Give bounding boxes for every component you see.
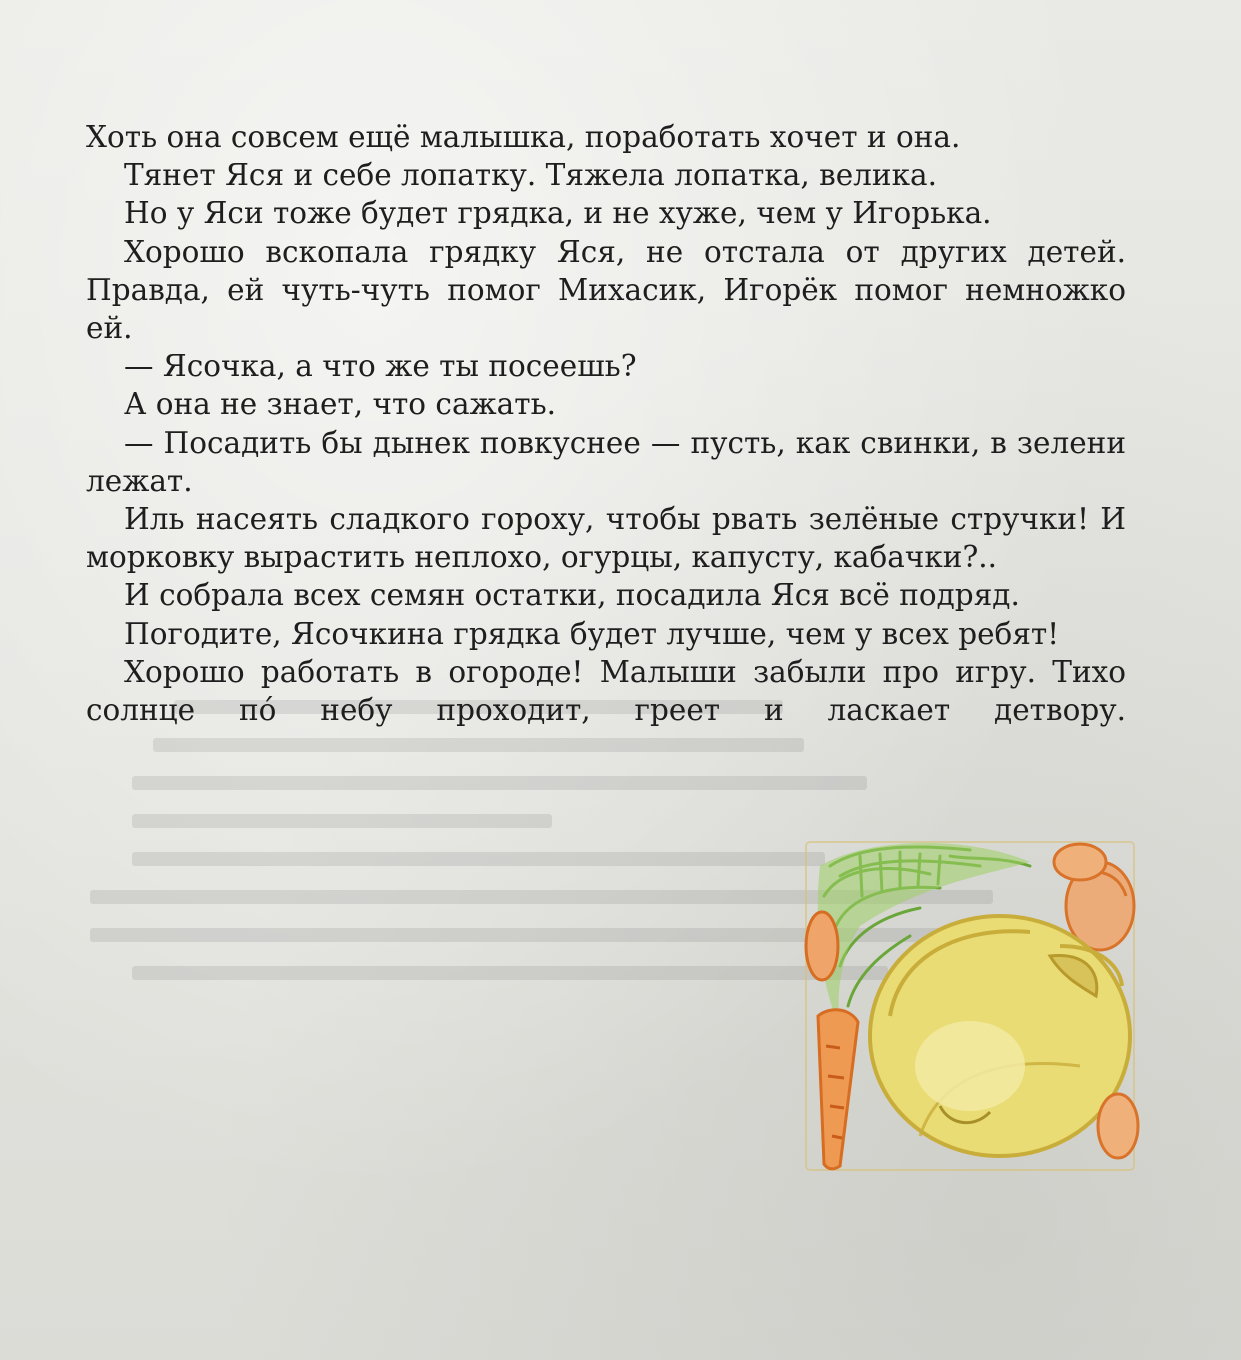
paragraph: Хорошо вскопала грядку Яся, не отстала от других детей. Правда, ей чуть-чуть помог Михасик, Игорёк помог немножко ей. <box>86 234 1126 346</box>
paragraph: Погодите, Ясочкина грядка будет лучше, чем у всех ребят! <box>124 616 1060 651</box>
carrot-icon <box>806 912 858 1169</box>
vegetables-illustration <box>800 836 1140 1176</box>
paragraph: Тянет Яся и себе лопатку. Тяжела лопатка, велика. <box>124 158 937 193</box>
melon-icon <box>870 916 1130 1156</box>
paragraph: А она не знает, что сажать. <box>124 387 557 422</box>
story-text <box>86 118 1126 729</box>
paragraph: Но у Яси тоже будет грядка, и не хуже, чем у Игорька. <box>124 196 992 231</box>
paragraph: И собрала всех семян остатки, посадила Яся всё подряд. <box>124 578 1020 613</box>
onion-icon <box>1098 1094 1138 1158</box>
paragraph: Хорошо работать в огороде! Малыши забыли про игру. Тихо солнце пó небу проходит, греет и ласкает детвору. <box>86 654 1126 728</box>
paragraph: Хоть она совсем ещё малышка, поработать хочет и она. <box>86 120 961 154</box>
paragraph: — Посадить бы дынек повкуснее — пусть, как свинки, в зелени лежат. <box>86 425 1126 498</box>
paragraph: — Ясочка, а что же ты посеешь? <box>124 349 637 384</box>
paragraph: Иль насеять сладкого гороху, чтобы рвать зелёные стручки! И морковку вырастить неплохо, огурцы, капусту, кабачки?.. <box>86 502 1126 575</box>
